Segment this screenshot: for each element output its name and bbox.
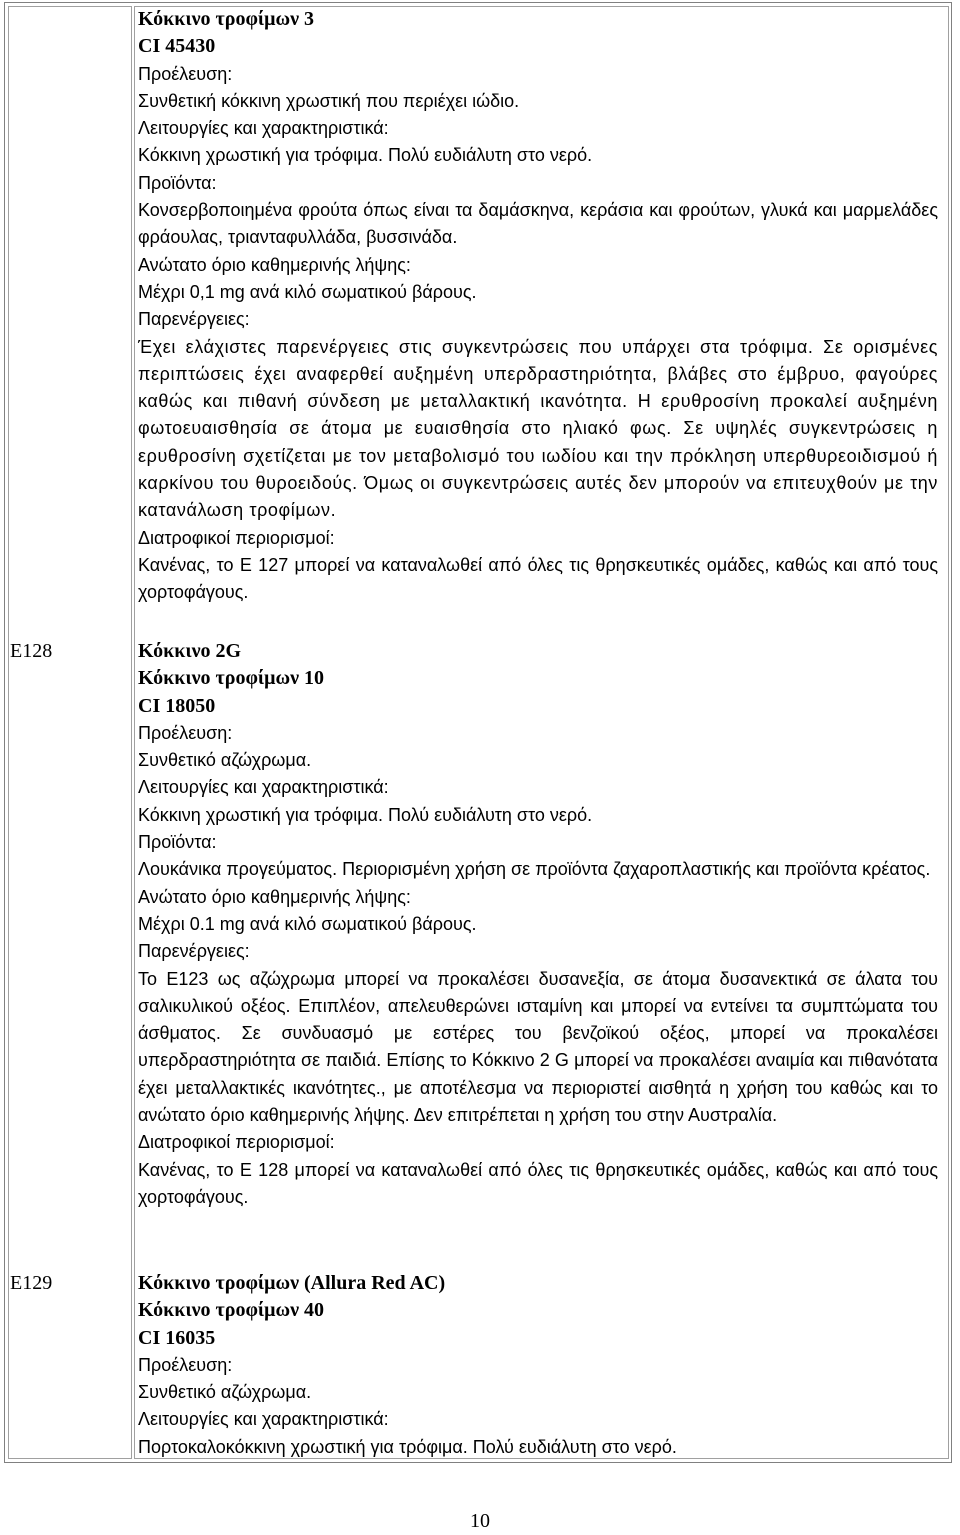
diet-text: Κανένας, το Ε 127 μπορεί να καταναλωθεί από όλες τις θρησκευτικές ομάδες, καθώς και από τους χορτοφάγους. (138, 554, 938, 603)
entry-ci-number: CI 18050 (138, 694, 216, 717)
page-number: 10 (470, 1510, 490, 1532)
entry-ci-number: CI 45430 (138, 35, 216, 58)
entry-e129 (138, 1270, 938, 1461)
entry-name: Κόκκινο τροφίμων 3 (138, 8, 315, 30)
entry-e128 (138, 638, 938, 1211)
diet-label: Διατροφικοί περιορισμοί: (138, 1132, 335, 1153)
functions-text: Πορτοκαλοκόκκινη χρωστική για τρόφιμα. Πολύ ευδιάλυτη στο νερό. (138, 1436, 677, 1457)
entry-ci-number: CI 16035 (138, 1326, 216, 1349)
entry-name: Κόκκινο 2G (138, 640, 242, 662)
origin-label: Προέλευση: (138, 63, 233, 84)
diet-label: Διατροφικοί περιορισμοί: (138, 527, 335, 548)
products-label: Προϊόντα: (138, 172, 217, 193)
origin-text: Συνθετική κόκκινη χρωστική που περιέχει ιώδιο. (138, 90, 520, 111)
entry-alt-name: Κόκκινο τροφίμων 10 (138, 667, 325, 690)
functions-text: Κόκκινη χρωστική για τρόφιμα. Πολύ ευδιάλυτη στο νερό. (138, 145, 593, 166)
code-column (8, 6, 132, 1459)
effects-label: Παρενέργειες: (138, 941, 250, 962)
entry-name: Κόκκινο τροφίμων (Allura Red AC) (138, 1272, 446, 1294)
origin-label: Προέλευση: (138, 722, 233, 743)
origin-text: Συνθετικό αζώχρωμα. (138, 750, 312, 771)
functions-label: Λειτουργίες και χαρακτηριστικά: (138, 1409, 389, 1430)
functions-label: Λειτουργίες και χαρακτηριστικά: (138, 777, 389, 798)
limit-label: Ανώτατο όριο καθημερινής λήψης: (138, 254, 411, 275)
code-e128: E128 (10, 640, 53, 662)
products-text: Κονσερβοποιημένα φρούτα όπως είναι τα δαμάσκηνα, κεράσια και φρούτων, γλυκά και μαρμελάδες φράουλας, τριανταφυλλάδα, βυσσινάδα. (138, 200, 938, 248)
entry-e127-continued (138, 6, 938, 607)
functions-label: Λειτουργίες και χαρακτηριστικά: (138, 118, 389, 139)
effects-text: Έχει ελάχιστες παρενέργειες στις συγκεντρώσεις που υπάρχει στα τρόφιμα. Σε ορισμένες περιπτώσεις έχει αναφερθεί αυξημένη υπερδραστηριότητα, βλάβες στο έμβρυο, φαγούρες καθώς και πιθανή σύνδεση με μεταλλακτική ικανότητα. Η ερυθροσίνη προκαλεί αυξημένη φωτοευαισθησία σε άτομα με ευαισθησία στο ηλιακό φως. Σε υψηλές συγκεντρώσεις η ερυθροσίνη σχετίζεται με τον μεταβολισμό του ιωδίου και την πρόκληση υπερθυρεοιδισμού ή καρκίνου του θυροειδούς. Όμως οι συγκεντρώσεις αυτές δεν μπορούν να επιτευχθούν με την κατανάλωση τροφίμων. (138, 336, 938, 521)
limit-text: Μέχρι 0.1 mg ανά κιλό σωματικού βάρους. (138, 913, 477, 934)
code-e129: E129 (10, 1272, 53, 1294)
diet-text: Κανένας, το Ε 128 μπορεί να καταναλωθεί από όλες τις θρησκευτικές ομάδες, καθώς και από τους χορτοφάγους. (138, 1159, 938, 1207)
limit-text: Μέχρι 0,1 mg ανά κιλό σωματικού βάρους. (138, 281, 477, 302)
limit-label: Ανώτατο όριο καθημερινής λήψης: (138, 886, 411, 907)
origin-text: Συνθετικό αζώχρωμα. (138, 1382, 312, 1403)
functions-text: Κόκκινη χρωστική για τρόφιμα. Πολύ ευδιάλυτη στο νερό. (138, 804, 593, 825)
effects-label: Παρενέργειες: (138, 309, 250, 330)
products-text: Λουκάνικα προγεύματος. Περιορισμένη χρήση σε προϊόντα ζαχαροπλαστικής και προϊόντα κρέατος. (138, 859, 931, 880)
entry-alt-name: Κόκκινο τροφίμων 40 (138, 1299, 325, 1322)
effects-text: Το Ε123 ως αζώχρωμα μπορεί να προκαλέσει δυσανεξία, σε άτομα δυσανεκτικά σε άλατα του σαλικυλικού οξέος. Επιπλέον, απελευθερώνει ισταμίνη και μπορεί να εντείνει τα συμπτώματα του άσθματος. Σε συνδυασμό με εστέρες του βενζοϊκού οξέος, μπορεί να προκαλέσει υπερδραστηριότητα σε παιδιά. Επίσης το Κόκκινο 2 G μπορεί να προκαλέσει αναιμία και πιθανότατα έχει μεταλλακτικές ικανότητες., με αποτέλεσμα να περιοριστεί αισθητά η χρήση του καθώς και το ανώτατο όριο καθημερινής λήψης. Δεν επιτρέπεται η χρήση του στην Αυστραλία. (138, 968, 938, 1126)
products-label: Προϊόντα: (138, 832, 217, 853)
origin-label: Προέλευση: (138, 1354, 233, 1375)
